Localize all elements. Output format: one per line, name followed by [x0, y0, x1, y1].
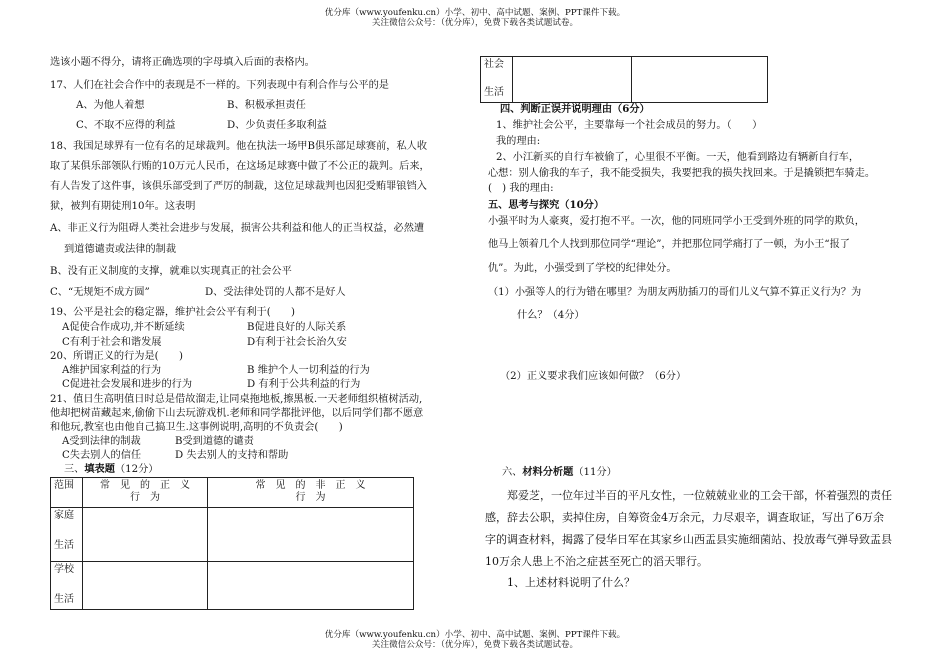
school-just-cell[interactable]	[83, 562, 208, 610]
judge-q2-line-2: 心想：别人偷我的车子，我不能受损失，我要把我的损失找回来。于是撬锁把车骑走。	[488, 168, 876, 179]
row-label-society-1: 社会	[484, 59, 504, 70]
row-label-family-1: 家庭	[54, 510, 74, 521]
q20-stem: 20、所谓正义的行为是( )	[50, 351, 183, 362]
q18-line-1: 18、我国足球界有一位有名的足球裁判。他在执法一场甲B俱乐部足球赛前，私人收	[50, 141, 428, 152]
table-header-unjust	[208, 478, 414, 508]
row-label-school	[51, 562, 83, 610]
table-header-row	[51, 478, 414, 508]
q21-option-c: C失去别人的信任	[62, 450, 142, 461]
row-label-family-2: 生活	[54, 540, 74, 551]
table-row	[481, 57, 768, 103]
table-header-just	[83, 478, 208, 508]
inquiry-passage-line-2: 他马上领着几个人找到那位同学“理论”，并把那位同学痛打了一顿，为小王“报了	[488, 239, 850, 250]
judge-q2-line-1: 2、小江新买的自行车被偷了，心里很不平衡。一天，他看到路边有辆新自行车，	[496, 152, 860, 163]
q20-option-d: D 有利于公共利益的行为	[247, 379, 361, 390]
q17-option-c: C、不取不应得的利益	[76, 120, 176, 131]
q21-line-1: 21、值日生高明值日时总是借故溜走,让同桌拖地板,擦黑板.一天老师组织植树活动,	[50, 394, 423, 405]
q21-option-d: D 失去别人的支持和帮助	[175, 450, 289, 461]
society-just-cell[interactable]	[513, 57, 632, 103]
family-just-cell[interactable]	[83, 508, 208, 562]
school-unjust-cell[interactable]	[208, 562, 414, 610]
q19-option-d: D有利于社会长治久安	[247, 337, 347, 348]
row-label-society	[481, 57, 513, 103]
material-line-1: 郑爱芝，一位年过半百的平凡女性，一位兢兢业业的工会干部，怀着强烈的责任	[507, 489, 892, 502]
q20-option-b: B 维护个人一切利益的行为	[247, 365, 370, 376]
instruction-text: 选该小题不得分，请将正确选项的字母填入后面的表格内。	[50, 57, 315, 68]
q19-option-c: C有利于社会和谐发展	[62, 337, 162, 348]
section-6-score: （11分）	[573, 467, 617, 478]
table-row	[51, 562, 414, 610]
inquiry-q1-line-2: 什么？（4分）	[517, 310, 585, 321]
row-label-school-1: 学校	[54, 564, 74, 575]
inquiry-q2: （2）正义要求我们应该如何做？（6分）	[500, 371, 687, 382]
header-just-line-1: 常 见 的 正 义	[100, 480, 190, 491]
section-6-title	[502, 467, 617, 478]
q17-option-a: A、为他人着想	[76, 100, 145, 111]
section-6-number: 六、	[502, 467, 523, 478]
header-line-1: 优分库（www.youfenku.cn）小学、初中、高中试题、案例、PPT课件下载。	[324, 8, 626, 18]
q17-option-d: D、少负责任多取利益	[227, 120, 327, 131]
q18-option-a-line-2: 到道德谴责或法律的制裁	[64, 244, 177, 255]
family-unjust-cell[interactable]	[208, 508, 414, 562]
inquiry-passage-line-1: 小强平时为人豪爽，爱打抱不平。一次，他的同班同学小王受到外班的同学的欺负，	[488, 216, 865, 227]
fill-in-table	[50, 477, 414, 610]
material-line-3: 字的调查材料，揭露了侵华日军在其家乡山西盂县实施细菌站、投放毒气弹导致盂县	[485, 533, 892, 546]
header-unjust-line-1: 常 见 的 非 正 义	[255, 480, 366, 491]
table-header-scope: 范围	[51, 478, 83, 508]
fill-in-table-continued	[480, 56, 768, 103]
page-header	[0, 8, 950, 28]
header-just-line-2: 行 为	[130, 492, 160, 503]
q21-option-a: A受到法律的制裁	[62, 436, 141, 447]
q18-line-2: 取了某俱乐部领队行贿的10万元人民币，在这场足球赛中做了不公正的裁判。后来，	[50, 161, 430, 172]
q17-option-b: B、积极承担责任	[227, 100, 306, 111]
q18-option-d: D、受法律处罚的人都不是好人	[205, 287, 346, 298]
q21-line-2: 他却把树苗藏起来,偷偷下山去玩游戏机.老师和同学都批评他，以后同学们都不愿意	[50, 408, 424, 419]
table-row	[51, 508, 414, 562]
judge-q2-reason: ( ) 我的理由:	[488, 183, 554, 194]
row-label-society-2: 生活	[484, 87, 504, 98]
section-5-title: 五、思考与探究（10分）	[488, 199, 605, 211]
q20-option-a: A维护国家利益的行为	[62, 365, 162, 376]
q18-line-3: 有人告发了这件事，该俱乐部受到了严厉的制裁，这位足球裁判也因犯受贿罪锒铛入	[50, 181, 427, 192]
header-unjust-line-2: 行 为	[295, 492, 326, 503]
header-line-2: 关注微信公众号：（优分库），免费下载各类试题试卷。	[371, 18, 579, 28]
section-6-heading: 材料分析题	[522, 466, 574, 478]
q18-line-4: 狱，被判有期徒刑10年。这表明	[50, 201, 196, 212]
q21-option-b: B受到道德的谴责	[175, 436, 254, 447]
q19-option-b: B促进良好的人际关系	[247, 322, 347, 333]
page-footer	[0, 630, 950, 650]
footer-line-2: 关注微信公众号：（优分库），免费下载各类试题试卷。	[371, 640, 579, 650]
judge-q1: 1、维护社会公平，主要靠每一个社会成员的努力。（ ）	[496, 120, 763, 131]
q18-option-b: B、没有正义制度的支撑，就难以实现真正的社会公平	[50, 266, 292, 277]
section-3-score: （12分）	[114, 464, 159, 475]
judge-q1-reason: 我的理由:	[496, 136, 541, 147]
q19-stem: 19、公平是社会的稳定器，维护社会公平有利于( )	[50, 307, 296, 318]
section-3-number: 三、	[64, 464, 85, 475]
section-3-title	[64, 464, 158, 475]
row-label-family	[51, 508, 83, 562]
material-line-4: 10万余人患上不治之症甚至死亡的滔天罪行。	[485, 555, 708, 568]
q20-option-c: C促进社会发展和进步的行为	[62, 379, 193, 390]
society-unjust-cell[interactable]	[632, 57, 768, 103]
inquiry-q1-line-1: （1）小强等人的行为错在哪里？为朋友两肋插刀的哥们儿义气算不算正义行为？为	[488, 287, 862, 298]
q21-line-3: 和他玩,教室也由他自己搞卫生.这事例说明,高明的不负责会( )	[50, 422, 343, 433]
footer-line-1: 优分库（www.youfenku.cn）小学、初中、高中试题、案例、PPT课件下载。	[324, 630, 626, 640]
q17-stem: 17、人们在社会合作中的表现是不一样的。下列表现中有利合作与公平的是	[50, 80, 389, 91]
section-4-title: 四、判断正误并说明理由（6分）	[500, 103, 650, 115]
q18-option-c: C、“无规矩不成方圆”	[50, 287, 150, 298]
material-line-2: 感，辞去公职，卖掉住房，自筹资金4万余元，力尽艰辛，调查取证，写出了6万余	[485, 511, 884, 524]
q19-option-a: A促使合作成功,并不断延续	[62, 322, 185, 333]
section-3-heading: 填表题	[84, 463, 115, 475]
material-q1: 1、上述材料说明了什么？	[507, 576, 635, 589]
row-label-school-2: 生活	[54, 594, 74, 605]
inquiry-passage-line-3: 仇”。为此，小强受到了学校的纪律处分。	[488, 263, 677, 274]
q18-option-a-line-1: A、非正义行为阻碍人类社会进步与发展，损害公共利益和他人的正当权益，必然遭	[50, 223, 425, 234]
